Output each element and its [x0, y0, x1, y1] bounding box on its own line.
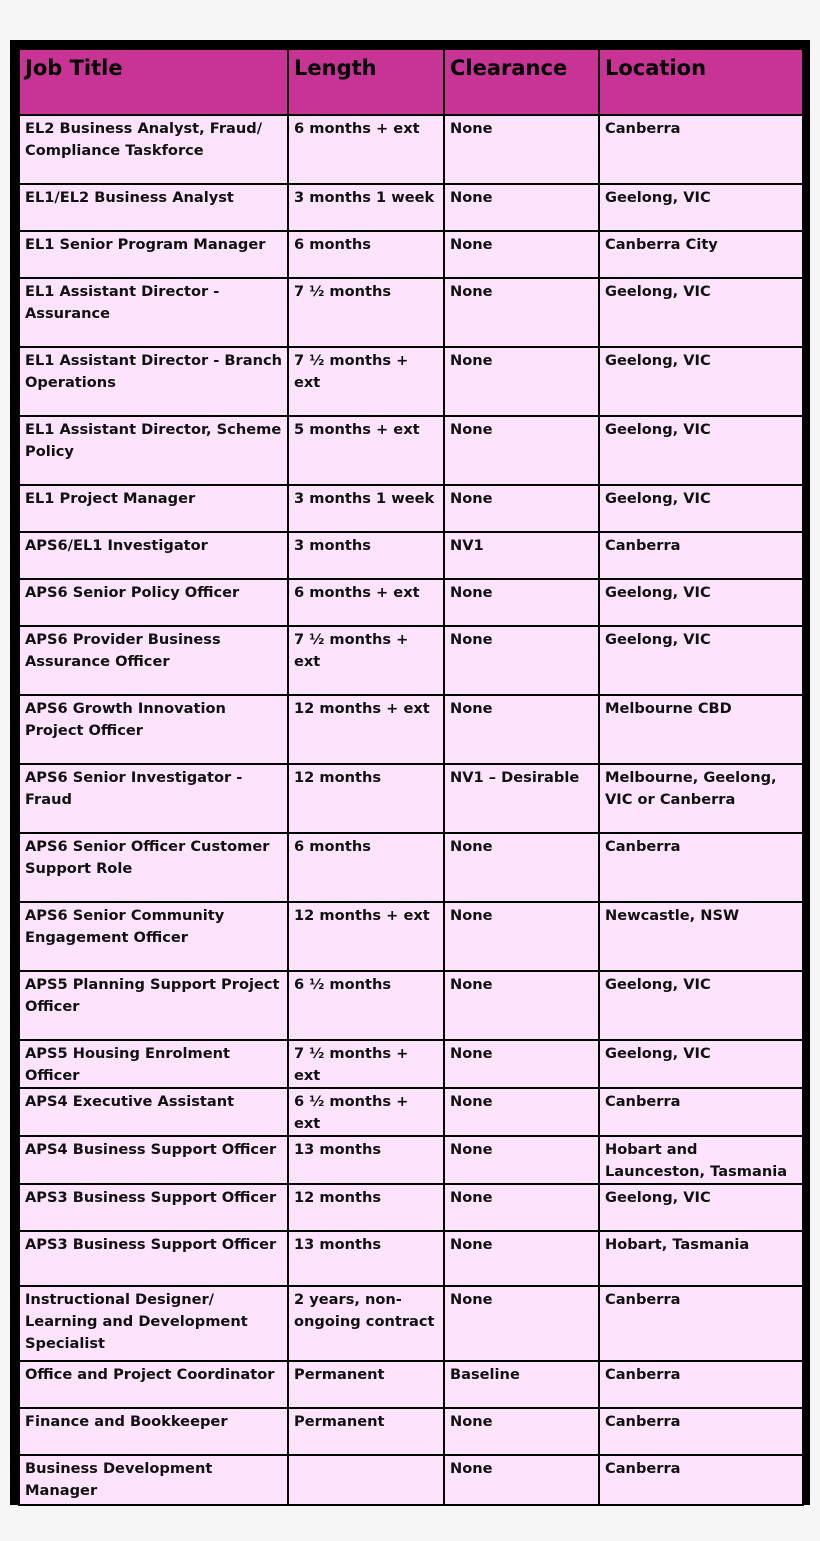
clearance-cell: None [444, 971, 599, 1040]
clearance-cell: None [444, 347, 599, 416]
clearance-cell: None [444, 1040, 599, 1088]
table-row [19, 416, 803, 485]
job-title-cell: APS6 Growth Innovation Project Officer [19, 695, 288, 764]
clearance-cell: None [444, 1286, 599, 1361]
length-cell: 7 ½ months + ext [288, 347, 444, 416]
table-frame [10, 40, 810, 1505]
length-cell: 12 months [288, 1184, 444, 1231]
length-cell: 6 months + ext [288, 579, 444, 626]
location-cell: Canberra [599, 532, 803, 579]
job-title-cell: APS3 Business Support Officer [19, 1231, 288, 1286]
location-cell: Hobart, Tasmania [599, 1231, 803, 1286]
job-title-cell: EL1 Assistant Director - Branch Operations [19, 347, 288, 416]
length-cell: 6 months [288, 231, 444, 278]
length-cell: 6 ½ months + ext [288, 1088, 444, 1136]
job-title-cell: APS6/EL1 Investigator [19, 532, 288, 579]
clearance-cell: None [444, 902, 599, 971]
location-cell: Geelong, VIC [599, 416, 803, 485]
location-cell: Canberra [599, 1088, 803, 1136]
clearance-cell: None [444, 833, 599, 902]
length-cell: 7 ½ months + ext [288, 1040, 444, 1088]
table-row [19, 347, 803, 416]
length-cell: 6 ½ months [288, 971, 444, 1040]
length-cell: 12 months [288, 764, 444, 833]
table-row [19, 1455, 803, 1505]
length-cell: 7 ½ months + ext [288, 626, 444, 695]
job-title-cell: APS4 Business Support Officer [19, 1136, 288, 1184]
length-cell: Permanent [288, 1361, 444, 1408]
location-cell: Geelong, VIC [599, 278, 803, 347]
location-cell: Geelong, VIC [599, 971, 803, 1040]
table-row [19, 1361, 803, 1408]
clearance-cell: None [444, 278, 599, 347]
table-row [19, 532, 803, 579]
location-cell: Canberra [599, 1408, 803, 1455]
clearance-cell: None [444, 1455, 599, 1505]
length-cell: 13 months [288, 1231, 444, 1286]
location-cell: Hobart and Launceston, Tasmania [599, 1136, 803, 1184]
length-cell: 6 months + ext [288, 115, 444, 184]
location-cell: Canberra [599, 1286, 803, 1361]
table-row [19, 115, 803, 184]
length-cell: 5 months + ext [288, 416, 444, 485]
clearance-cell: None [444, 184, 599, 231]
clearance-cell: None [444, 485, 599, 532]
job-title-cell: APS5 Planning Support Project Officer [19, 971, 288, 1040]
length-cell: Permanent [288, 1408, 444, 1455]
header-row [19, 49, 803, 115]
job-title-cell: APS3 Business Support Officer [19, 1184, 288, 1231]
job-title-cell: EL1 Assistant Director - Assurance [19, 278, 288, 347]
table-row [19, 1136, 803, 1184]
table-row [19, 1088, 803, 1136]
table-row [19, 485, 803, 532]
location-cell: Geelong, VIC [599, 347, 803, 416]
table-row [19, 833, 803, 902]
clearance-cell: None [444, 1136, 599, 1184]
clearance-cell: NV1 [444, 532, 599, 579]
job-title-cell: APS6 Senior Policy Officer [19, 579, 288, 626]
clearance-cell: None [444, 626, 599, 695]
length-cell: 3 months 1 week [288, 485, 444, 532]
job-title-cell: APS4 Executive Assistant [19, 1088, 288, 1136]
length-cell: 13 months [288, 1136, 444, 1184]
table-row [19, 971, 803, 1040]
location-cell: Melbourne CBD [599, 695, 803, 764]
length-cell: 7 ½ months [288, 278, 444, 347]
job-title-cell: Business Development Manager [19, 1455, 288, 1505]
job-title-cell: Office and Project Coordinator [19, 1361, 288, 1408]
location-cell: Canberra City [599, 231, 803, 278]
table-row [19, 1040, 803, 1088]
location-cell: Newcastle, NSW [599, 902, 803, 971]
location-cell: Geelong, VIC [599, 579, 803, 626]
table-row [19, 1184, 803, 1231]
table-row [19, 579, 803, 626]
location-cell: Canberra [599, 1455, 803, 1505]
clearance-cell: None [444, 695, 599, 764]
job-title-cell: EL1 Project Manager [19, 485, 288, 532]
length-cell: 3 months 1 week [288, 184, 444, 231]
clearance-cell: Baseline [444, 1361, 599, 1408]
length-cell: 6 months [288, 833, 444, 902]
table-row [19, 1286, 803, 1361]
table-row [19, 231, 803, 278]
length-cell: 12 months + ext [288, 695, 444, 764]
location-cell: Geelong, VIC [599, 1184, 803, 1231]
job-title-cell: APS6 Provider Business Assurance Officer [19, 626, 288, 695]
header-clearance: Clearance [444, 49, 599, 115]
table-row [19, 902, 803, 971]
job-title-cell: Finance and Bookkeeper [19, 1408, 288, 1455]
job-title-cell: APS6 Senior Investigator - Fraud [19, 764, 288, 833]
header-length: Length [288, 49, 444, 115]
job-title-cell: APS5 Housing Enrolment Officer [19, 1040, 288, 1088]
table-row [19, 1231, 803, 1286]
table-row [19, 184, 803, 231]
job-title-cell: EL2 Business Analyst, Fraud/ Compliance Taskforce [19, 115, 288, 184]
length-cell: 2 years, non-ongoing contract [288, 1286, 444, 1361]
job-title-cell: EL1/EL2 Business Analyst [19, 184, 288, 231]
location-cell: Melbourne, Geelong, VIC or Canberra [599, 764, 803, 833]
table-body [19, 115, 803, 1505]
clearance-cell: None [444, 416, 599, 485]
clearance-cell: NV1 – Desirable [444, 764, 599, 833]
location-cell: Geelong, VIC [599, 626, 803, 695]
length-cell: 12 months + ext [288, 902, 444, 971]
job-title-cell: APS6 Senior Community Engagement Officer [19, 902, 288, 971]
clearance-cell: None [444, 1184, 599, 1231]
location-cell: Canberra [599, 115, 803, 184]
clearance-cell: None [444, 115, 599, 184]
clearance-cell: None [444, 1408, 599, 1455]
job-title-cell: EL1 Assistant Director, Scheme Policy [19, 416, 288, 485]
location-cell: Geelong, VIC [599, 184, 803, 231]
table-row [19, 278, 803, 347]
table-row [19, 626, 803, 695]
jobs-table [18, 48, 804, 1506]
clearance-cell: None [444, 231, 599, 278]
location-cell: Geelong, VIC [599, 485, 803, 532]
location-cell: Canberra [599, 1361, 803, 1408]
clearance-cell: None [444, 1088, 599, 1136]
job-title-cell: APS6 Senior Officer Customer Support Role [19, 833, 288, 902]
header-location: Location [599, 49, 803, 115]
clearance-cell: None [444, 579, 599, 626]
job-title-cell: EL1 Senior Program Manager [19, 231, 288, 278]
length-cell [288, 1455, 444, 1505]
length-cell: 3 months [288, 532, 444, 579]
table-row [19, 764, 803, 833]
job-title-cell: Instructional Designer/ Learning and Development Specialist [19, 1286, 288, 1361]
location-cell: Geelong, VIC [599, 1040, 803, 1088]
table-row [19, 695, 803, 764]
header-job-title: Job Title [19, 49, 288, 115]
location-cell: Canberra [599, 833, 803, 902]
table-row [19, 1408, 803, 1455]
clearance-cell: None [444, 1231, 599, 1286]
